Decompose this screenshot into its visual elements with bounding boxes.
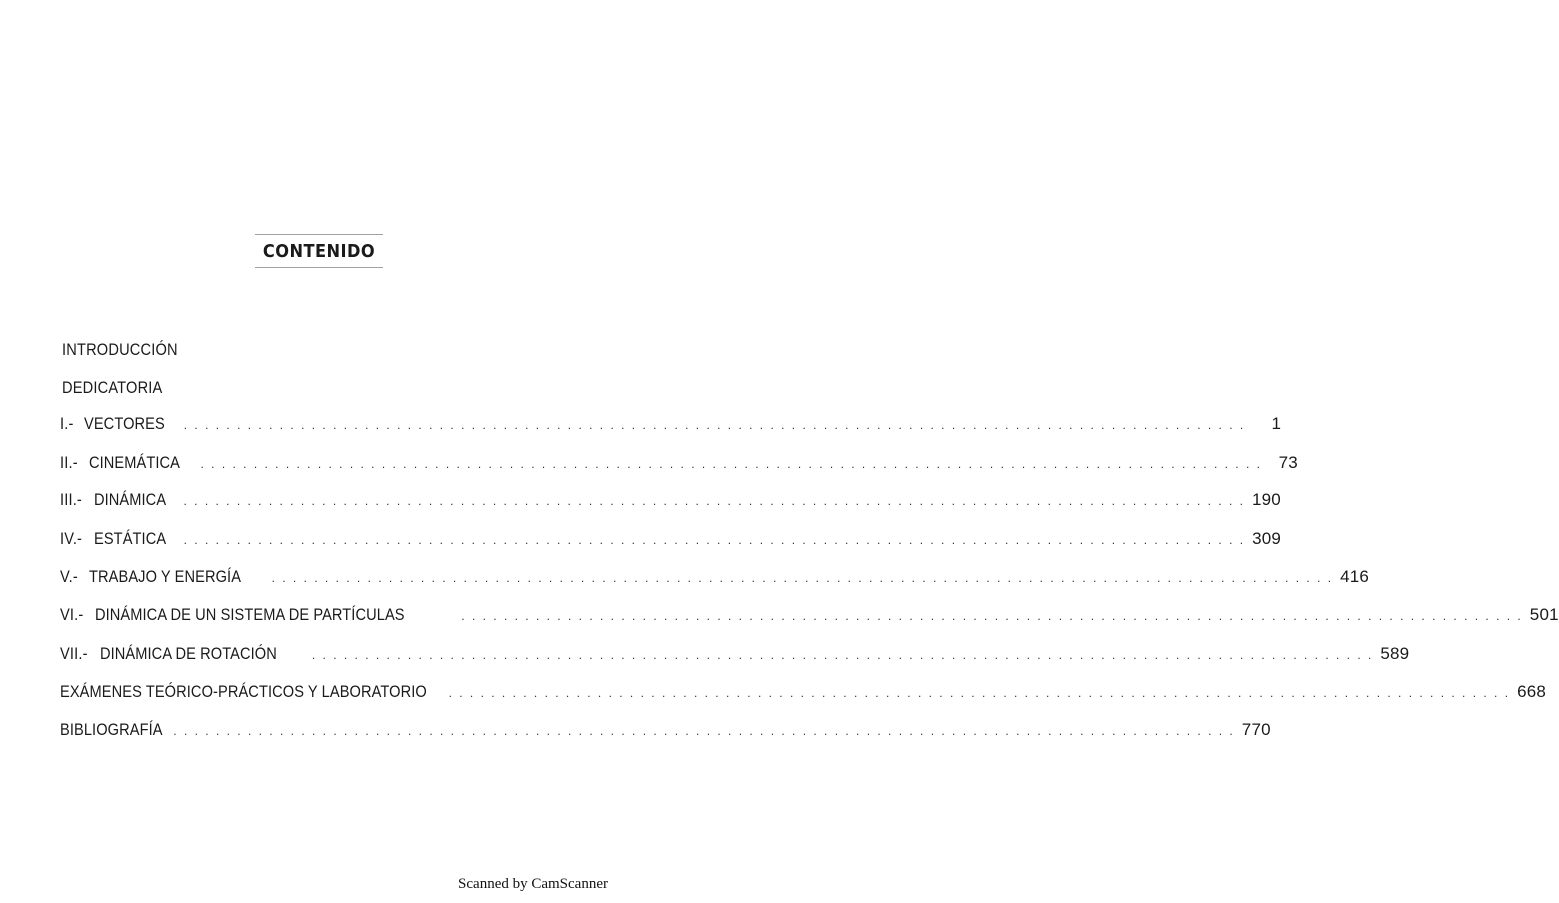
dot-leader: . . . . . . . . . . . . . . . . . . . . . . . . . . . . . . . . . . . . . . . . . . . . . . . . . . . . . . . . . . . . . . . . . . . . . . . . . . . . . . . . . . . . . . . . . . . . . . . . . . . . — [173, 724, 1235, 738]
chapter-page-number: 73 — [1278, 453, 1298, 472]
contents-heading — [253, 234, 385, 268]
entry-title: BIBLIOGRAFÍA — [60, 720, 163, 739]
chapter-title: DINÁMICA — [93, 490, 166, 509]
dot-leader: . . . . . . . . . . . . . . . . . . . . . . . . . . . . . . . . . . . . . . . . . . . . . . . . . . . . . . . . . . . . . . . . . . . . . . . . . . . . . . . . . . . . . . . . . . . . . . . . . . . . — [311, 648, 1374, 662]
chapter-title: DINÁMICA DE ROTACIÓN — [100, 644, 278, 663]
toc-entry-bibliografia — [60, 720, 1271, 742]
toc-entry-chapter-4 — [60, 529, 1282, 551]
dot-leader: . . . . . . . . . . . . . . . . . . . . . . . . . . . . . . . . . . . . . . . . . . . . . . . . . . . . . . . . . . . . . . . . . . . . . . . . . . . . . . . . . . . . . . . . . . . . . . . . . . . . — [183, 533, 1246, 547]
dot-leader: . . . . . . . . . . . . . . . . . . . . . . . . . . . . . . . . . . . . . . . . . . . . . . . . . . . . . . . . . . . . . . . . . . . . . . . . . . . . . . . . . . . . . . . . . . . . . . . . . . . . — [271, 571, 1334, 585]
chapter-number: III.- — [60, 490, 82, 509]
dot-leader: . . . . . . . . . . . . . . . . . . . . . . . . . . . . . . . . . . . . . . . . . . . . . . . . . . . . . . . . . . . . . . . . . . . . . . . . . . . . . . . . . . . . . . . . . . . . . . . . . . . . — [200, 457, 1262, 471]
dot-leader: . . . . . . . . . . . . . . . . . . . . . . . . . . . . . . . . . . . . . . . . . . . . . . . . . . . . . . . . . . . . . . . . . . . . . . . . . . . . . . . . . . . . . . . . . . . . . . . . . . . . — [448, 686, 1511, 700]
scanner-watermark: Scanned by CamScanner — [458, 876, 608, 892]
chapter-title: ESTÁTICA — [93, 529, 166, 548]
chapter-page-number: 416 — [1340, 567, 1370, 586]
chapter-page-number: 190 — [1251, 490, 1281, 509]
toc-dedicatoria: DEDICATORIA — [62, 378, 163, 397]
chapter-title: CINEMÁTICA — [88, 453, 180, 472]
chapter-title: DINÁMICA DE UN SISTEMA DE PARTÍCULAS — [95, 605, 405, 624]
chapter-page-number: 501 — [1529, 605, 1559, 624]
entry-page-number: 668 — [1517, 682, 1547, 701]
chapter-title: VECTORES — [83, 414, 165, 433]
chapter-page-number: 309 — [1252, 529, 1282, 548]
chapter-number: II.- — [60, 453, 78, 472]
chapter-number: IV.- — [60, 529, 83, 548]
dot-leader: . . . . . . . . . . . . . . . . . . . . . . . . . . . . . . . . . . . . . . . . . . . . . . . . . . . . . . . . . . . . . . . . . . . . . . . . . . . . . . . . . . . . . . . . . . . . . . . . . . . . — [461, 609, 1523, 623]
toc-entry-examenes — [60, 682, 1547, 704]
dot-leader: . . . . . . . . . . . . . . . . . . . . . . . . . . . . . . . . . . . . . . . . . . . . . . . . . . . . . . . . . . . . . . . . . . . . . . . . . . . . . . . . . . . . . . . . . . . . . . . . . . . . — [183, 418, 1246, 432]
chapter-page-number: 589 — [1380, 644, 1410, 663]
chapter-page-number: 1 — [1271, 414, 1282, 433]
chapter-title: TRABAJO Y ENERGÍA — [88, 567, 241, 586]
toc-entry-chapter-7 — [60, 644, 1410, 666]
page-title: CONTENIDO — [262, 241, 376, 262]
toc-entry-chapter-6 — [60, 605, 1559, 627]
dot-leader: . . . . . . . . . . . . . . . . . . . . . . . . . . . . . . . . . . . . . . . . . . . . . . . . . . . . . . . . . . . . . . . . . . . . . . . . . . . . . . . . . . . . . . . . . . . . . . . . . . . . — [183, 494, 1245, 508]
entry-page-number: 770 — [1241, 720, 1271, 739]
chapter-number: VII.- — [60, 644, 88, 663]
entry-title: EXÁMENES TEÓRICO-PRÁCTICOS Y LABORATORIO — [60, 682, 427, 701]
toc-entry-chapter-2 — [60, 453, 1298, 475]
chapter-number: V.- — [60, 567, 78, 586]
heading-bottom-rule — [255, 267, 383, 268]
toc-entry-chapter-3 — [60, 490, 1281, 512]
chapter-number: I.- — [60, 414, 74, 433]
toc-entry-chapter-1 — [60, 414, 1282, 436]
chapter-number: VI.- — [60, 605, 84, 624]
toc-entry-chapter-5 — [60, 567, 1370, 589]
toc-introduccion: INTRODUCCIÓN — [62, 340, 178, 359]
